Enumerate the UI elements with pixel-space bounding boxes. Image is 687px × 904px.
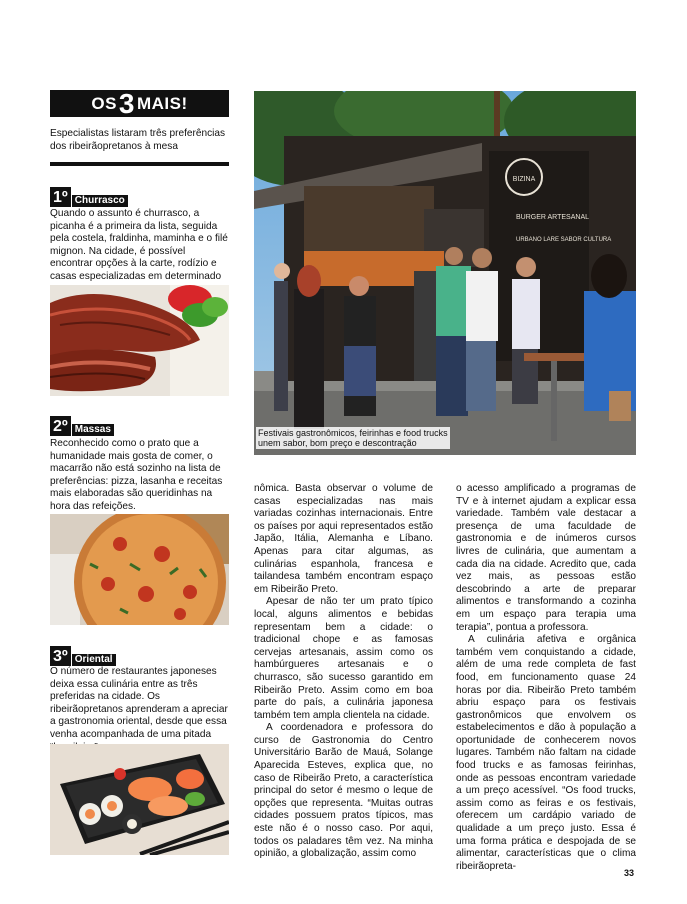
truck-menu-1: BURGER ARTESANAL — [516, 214, 590, 221]
rank-number: 1º — [50, 187, 71, 207]
page-number: 33 — [624, 868, 635, 878]
steak-photo — [50, 285, 229, 396]
rank-label: Oriental — [72, 654, 116, 666]
rank-label: Massas — [72, 424, 114, 436]
rank-badge-1 — [50, 187, 128, 207]
truck-menu-2: URBANO LARE SABOR CULTURA — [516, 237, 612, 243]
divider — [50, 162, 229, 166]
sidebar-intro: Especialistas listaram três preferências dos ribeirãopretanos à mesa — [50, 128, 226, 152]
truck-sign-top: BIZINA — [512, 176, 536, 183]
rank-number: 3º — [50, 646, 71, 666]
rank-label: Churrasco — [72, 195, 128, 207]
paragraph: o acesso amplificado a programas de TV e à internet ajudam a explicar essa variedade. Também vale destacar a presença de uma faculdade de gastronomia e de inúmeros cursos livres de culinária, que aumentam a cada dia na cidade. Acredito que, cada vez mais, as pessoas estão descobrindo a arte de preparar alimentos e transformando a cozinha em um espaço para terapia uma terapia”, pontua a professora. — [456, 483, 636, 633]
paragraph: nômica. Basta observar o volume de casas especializadas nas mais variadas cozinhas internacionais. Entre os países por aqui representados estão Japão, Itália, Alemanha e Líbano. Apenas para citar algumas, as culinárias espanhola, francesa e tailandesa também encontram espaço em Ribeirão Preto. — [254, 483, 433, 595]
paragraph: Apesar de não ter um prato típico local, alguns alimentos e bebidas representam bem a cidade: o tradicional chope e as famosas cervejas artesanais, assim como os hambúrgueres artesanais e o churrasco, são sucesso garantido em Ribeirão Preto. Assim como em boa parte do país, a culinária japonesa também tem ampla clientela na cidade. — [254, 596, 433, 721]
photo-caption — [256, 427, 450, 449]
item-text-3: O número de restaurantes japoneses deixa essa culinária entre as três preferidas na cidade. Os ribeirãopretanos aprenderam a apreciar a gastronomia oriental, desde que essa venha acompanhada de uma pitada — [50, 666, 228, 740]
rank-badge-2 — [50, 416, 114, 436]
rank-badge-3 — [50, 646, 116, 666]
pizza-photo — [50, 514, 229, 625]
body-column-1 — [254, 483, 433, 861]
caption-line-2: unem sabor, bom preço e descontração — [258, 438, 417, 448]
item-text-2: Reconhecido como o prato que a humanidade mais gosta de comer, o macarrão não está sozinho na lista de preferências: pizza, lasanha e receitas mais elaboradas são queridinhas na hora das refeições. — [50, 438, 223, 512]
caption-line-1: Festivais gastronômicos, feirinhas e food trucks — [258, 428, 448, 438]
paragraph: A culinária afetiva e orgânica também vem conquistando a cidade, além de uma rede completa de fast food, em funcionamento quase 24 horas por dia. Ribeirão Preto também abriu espaço para os festivais gastronômicos que envolvem os estabelecimentos e dão à população a oportunidade de conhecerem novos lugares. Também não faltam na cidade food trucks e as famosas feirinhas, onde as pessoas encontram variedade a um preço acessível. “Os food trucks, assim como as feiras e os festivais, oferecem um cardápio variado de qualidade a um preço justo. Essa é uma forma prática e despojada de se alimentar, características que o clima ribeirãopreta- — [456, 634, 636, 872]
sushi-photo — [50, 744, 229, 855]
paragraph: A coordenadora e professora do curso de Gastronomia do Centro Universitário Barão de Mauá, Solange Aparecida Esteves, explica que, no caso de Ribeirão Preto, a característica principal do setor é mesmo o leque de opções que representa. “Muitas outras cidades possuem pratos típicos, mas este não é o nosso caso. Por aqui, todos os paladares têm vez. Na minha opinião, a globalização, assim como — [254, 722, 433, 860]
section-title — [50, 90, 229, 117]
body-column-2 — [456, 483, 636, 873]
title-number: 3 — [118, 88, 135, 119]
rank-number: 2º — [50, 416, 71, 436]
title-pre: OS — [91, 93, 117, 113]
food-truck-photo — [254, 91, 636, 455]
title-post: MAIS! — [136, 93, 188, 113]
item-text-1: Quando o assunto é churrasco, a picanha é a primeira da lista, seguida pela costela, fraldinha, maminha e o filé mignon. Na cidade, é possível encontrar opções à la carte, rodízio e casas especializadas em determinado — [50, 208, 228, 282]
